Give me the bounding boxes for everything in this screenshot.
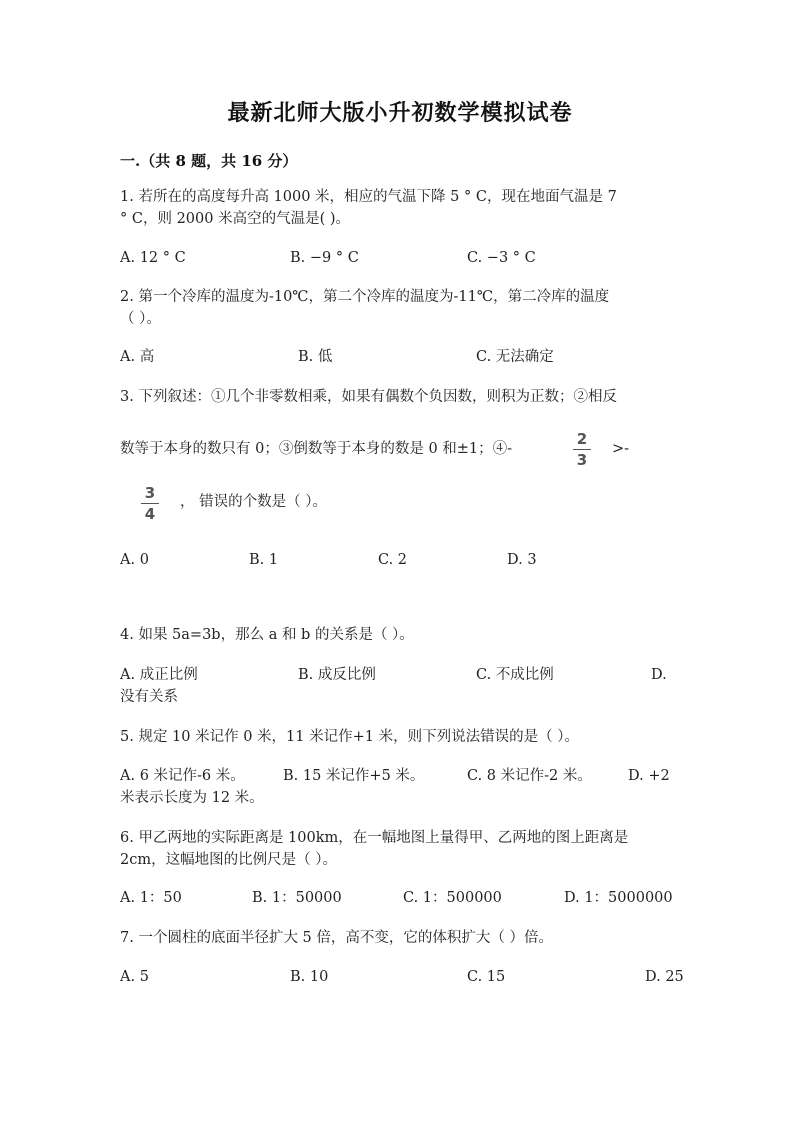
question-2-line-1: 2. 第一个冷库的温度为-10℃，第二个冷库的温度为-11℃，第二冷库的温度 — [120, 289, 610, 305]
fraction-two-thirds — [573, 430, 591, 469]
fraction-2-bar — [141, 503, 159, 504]
q4-option-c[interactable]: C. 不成比例 — [476, 667, 554, 683]
q7-option-a[interactable]: A. 5 — [120, 969, 149, 985]
question-2-line-2: （ ）。 — [120, 311, 161, 327]
q3-option-b[interactable]: B. 1 — [249, 552, 279, 568]
q5-option-d-text[interactable]: 米表示长度为 12 米。 — [120, 790, 264, 806]
question-5-line-1: 5. 规定 10 米记作 0 米，11 米记作+1 米，则下列说法错误的是（ ）。 — [120, 729, 579, 745]
greater-than-sign: >- — [612, 441, 630, 457]
question-7-line-1: 7. 一个圆柱的底面半径扩大 5 倍，高不变，它的体积扩大（ ）倍。 — [120, 930, 553, 946]
q2-option-c[interactable]: C. 无法确定 — [476, 349, 554, 365]
question-6-line-1: 6. 甲乙两地的实际距离是 100km，在一幅地图上量得甲、乙两地的图上距离是 — [120, 830, 629, 846]
q4-option-a[interactable]: A. 成正比例 — [120, 667, 198, 683]
fraction-three-quarters — [141, 484, 159, 523]
q7-option-b[interactable]: B. 10 — [290, 969, 329, 985]
q1-option-b[interactable]: B. −9 ° C — [290, 250, 359, 266]
fraction-2-numerator: 3 — [144, 484, 156, 502]
question-1 — [120, 186, 680, 230]
q1-option-c[interactable]: C. −3 ° C — [467, 250, 536, 266]
question-6 — [120, 827, 680, 871]
q3-option-d[interactable]: D. 3 — [507, 552, 537, 568]
fraction-1-bar — [573, 449, 591, 450]
q5-option-a[interactable]: A. 6 米记作-6 米。 — [120, 768, 245, 784]
question-1-line-2: ° C，则 2000 米高空的气温是( )。 — [120, 211, 350, 227]
q6-option-b[interactable]: B. 1：50000 — [252, 890, 342, 906]
fraction-1-denominator: 3 — [576, 451, 588, 469]
q4-option-d[interactable]: D. — [651, 667, 667, 683]
q5-option-b[interactable]: B. 15 米记作+5 米。 — [283, 768, 425, 784]
question-6-line-2: 2cm，这幅地图的比例尺是（ ）。 — [120, 852, 337, 868]
q7-option-d[interactable]: D. 25 — [645, 969, 684, 985]
q5-option-d[interactable]: D. +2 — [628, 768, 670, 784]
q3-option-a[interactable]: A. 0 — [120, 552, 149, 568]
fraction-1-numerator: 2 — [576, 430, 588, 448]
q3-option-c[interactable]: C. 2 — [378, 552, 408, 568]
q2-option-b[interactable]: B. 低 — [298, 349, 333, 365]
fraction-2-denominator: 4 — [144, 505, 156, 523]
q6-option-d[interactable]: D. 1：5000000 — [564, 890, 673, 906]
question-2 — [120, 286, 680, 330]
q2-option-a[interactable]: A. 高 — [120, 349, 155, 365]
question-3-line-2: 数等于本身的数只有 0；③倒数等于本身的数是 0 和±1；④- — [120, 441, 513, 457]
q6-option-a[interactable]: A. 1：50 — [120, 890, 182, 906]
q7-option-c[interactable]: C. 15 — [467, 969, 506, 985]
question-1-line-1: 1. 若所在的高度每升高 1000 米，相应的气温下降 5 ° C，现在地面气温是 7 — [120, 189, 617, 205]
q5-option-c[interactable]: C. 8 米记作-2 米。 — [467, 768, 592, 784]
q4-option-d-text[interactable]: 没有关系 — [120, 689, 178, 705]
question-3-line-1: 3. 下列叙述：①几个非零数相乘，如果有偶数个负因数，则积为正数；②相反 — [120, 389, 617, 405]
question-4-line-1: 4. 如果 5a=3b，那么 a 和 b 的关系是（ ）。 — [120, 627, 414, 643]
q6-option-c[interactable]: C. 1：500000 — [403, 890, 502, 906]
q4-option-b[interactable]: B. 成反比例 — [298, 667, 376, 683]
q1-option-a[interactable]: A. 12 ° C — [120, 250, 186, 266]
question-3-line-3: ， 错误的个数是（ ）。 — [180, 494, 327, 510]
section-heading: 一.（共 8 题，共 16 分） — [120, 152, 298, 170]
page-title: 最新北师大版小升初数学模拟试卷 — [227, 100, 573, 126]
